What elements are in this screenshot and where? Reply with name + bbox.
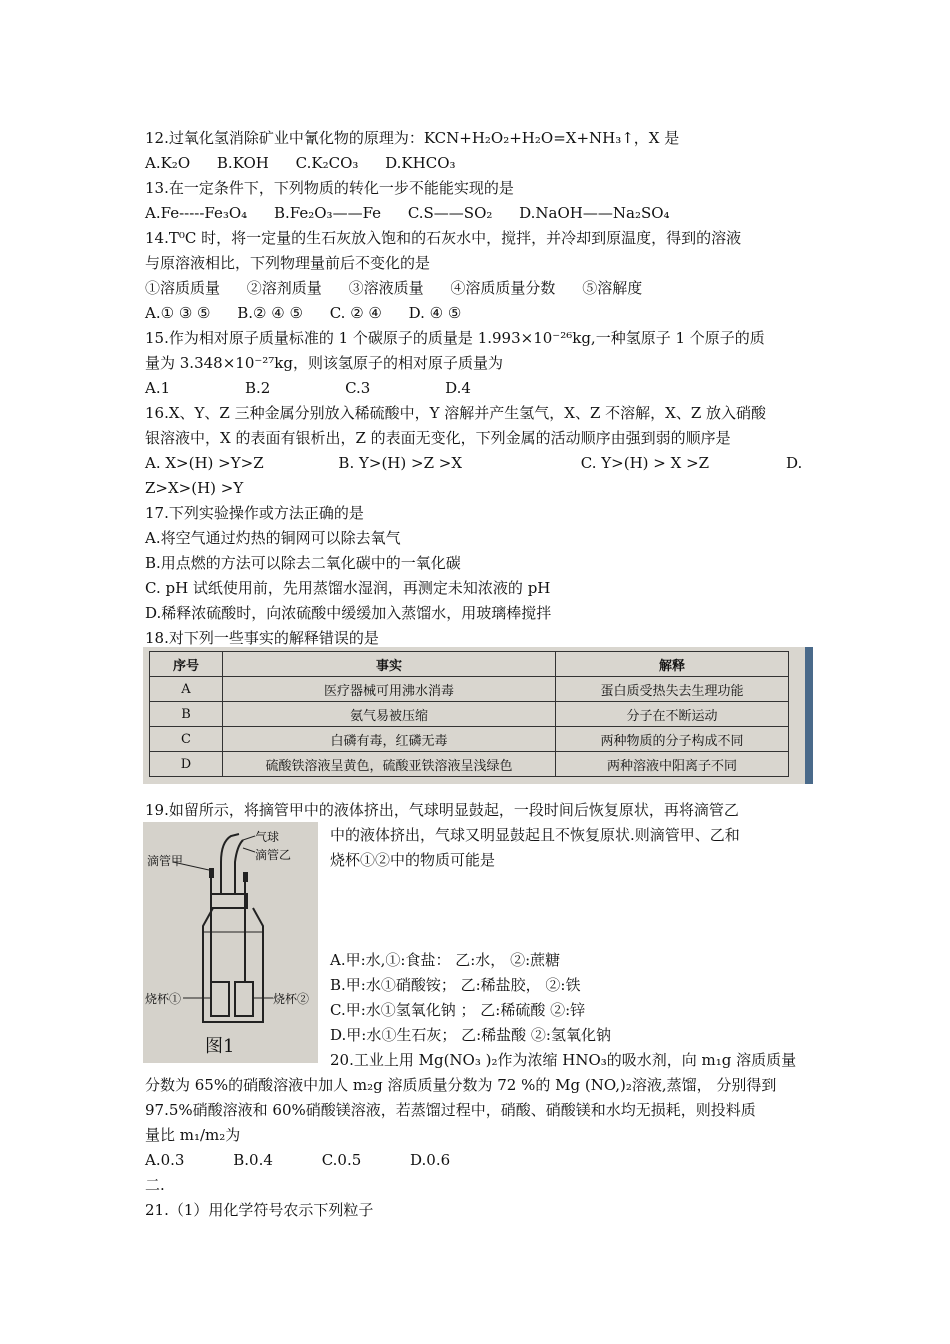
q13-option-b: B.Fe₂O₃——Fe: [273, 204, 382, 222]
q14-items: [145, 278, 642, 298]
q15-option-d: D.4: [445, 379, 471, 397]
table-cell: 两种溶液中阳离子不同: [556, 752, 789, 777]
q19-option-b: B.甲:水①硝酸铵； 乙:稀盐胶， ②:铁: [330, 976, 581, 994]
table-cell: 蛋白质受热失去生理功能: [556, 677, 789, 702]
table-row: [150, 677, 789, 702]
q19-option-c: C.甲:水①氢氧化钠 ； 乙:稀硫酸 ②:锌: [330, 1001, 586, 1019]
q15-options: [145, 378, 471, 398]
table-cell: D: [150, 752, 223, 777]
q15-stem-line2: 量为 3.348×10⁻²⁷kg，则该氢原子的相对原子质量为: [145, 354, 504, 372]
q13-option-c: C.S——SO₂: [407, 204, 493, 222]
q19-stem-line3: 烧杯①②中的物质可能是: [330, 851, 496, 869]
figure-caption: 图1: [205, 1036, 235, 1057]
q19-option-a: A.甲:水,①:食盐： 乙:水， ②:蔗糖: [330, 951, 561, 969]
q12-option-a: A.K₂O: [145, 154, 191, 172]
q14-options: [145, 303, 461, 323]
q17-stem: 17.下列实验操作或方法正确的是: [145, 504, 364, 522]
table-cell: 医疗器械可用沸水消毒: [223, 677, 556, 702]
table-header: 事实: [223, 652, 556, 677]
q19-apparatus-figure: [143, 822, 318, 1063]
label-beaker-1: 烧杯①: [145, 992, 182, 1006]
q17-option-c: C. pH 试纸使用前，先用蒸馏水湿润，再测定未知浓液的 pH: [145, 579, 551, 597]
q20-options: [145, 1150, 450, 1170]
q18-table-photo: [143, 647, 813, 784]
q20-option-d: D.0.6: [410, 1151, 451, 1169]
q15-option-c: C.3: [345, 379, 371, 397]
table-header: 序号: [150, 652, 223, 677]
q14-item-4: ④溶质质量分数: [450, 279, 556, 297]
q20-line2: 分数为 65%的硝酸溶液中加人 m₂g 溶质质量分数为 72 %的 Mg (NO,)₂溶液,蒸馏， 分别得到: [145, 1076, 777, 1094]
q13-stem: 13.在一定条件下，下列物质的转化一步不能能实现的是: [145, 179, 514, 197]
table-cell: A: [150, 677, 223, 702]
q20-option-a: A.0.3: [145, 1151, 185, 1169]
q16-option-d: D.: [786, 454, 803, 472]
q13-options: [145, 203, 670, 223]
q16-stem-line1: 16.X、Y、Z 三种金属分别放入稀硫酸中，Y 溶解并产生氢气，X、Z 不溶解，X、Z 放入硝酸: [145, 404, 767, 422]
table-cell: 氨气易被压缩: [223, 702, 556, 727]
q20-option-c: C.0.5: [321, 1151, 362, 1169]
table-header-row: [150, 652, 789, 677]
q20-line4: 量比 m₁/m₂为: [145, 1126, 241, 1144]
section-2-heading: 二.: [145, 1176, 165, 1194]
q19-stem-line1: 19.如留所示，将摘管甲中的液体挤出，气球明显鼓起，一段时间后恢复原状，再将滴管乙: [145, 801, 739, 819]
q14-stem-line2: 与原溶液相比，下列物理量前后不变化的是: [145, 254, 431, 272]
q15-option-a: A.1: [145, 379, 171, 397]
q12-option-c: C.K₂CO₃: [295, 154, 359, 172]
q14-item-1: ①溶质质量: [145, 279, 221, 297]
q14-option-b: B.② ④ ⑤: [237, 304, 303, 322]
q14-item-5: ⑤溶解度: [582, 279, 643, 297]
q20-line3: 97.5%硝酸溶液和 60%硝酸镁溶液，若蒸馏过程中，硝酸、硝酸镁和水均无损耗，则投料质: [145, 1101, 756, 1119]
q16-option-d-cont: Z>X>(H) >Y: [145, 479, 244, 497]
q12-option-d: D.KHCO₃: [385, 154, 456, 172]
q14-option-a: A.① ③ ⑤: [145, 304, 211, 322]
q15-option-b: B.2: [244, 379, 271, 397]
table-cell: C: [150, 727, 223, 752]
q17-option-a: A.将空气通过灼热的铜网可以除去氧气: [145, 529, 401, 547]
q16-options: [145, 453, 709, 473]
table-row: [150, 702, 789, 727]
q20-option-b: B.0.4: [233, 1151, 273, 1169]
q16-option-b: B. Y>(H) >Z >X: [338, 454, 463, 472]
table-cell: 白磷有毒，红磷无毒: [223, 727, 556, 752]
q13-option-d: D.NaOH——Na₂SO₄: [519, 204, 670, 222]
q14-item-3: ③溶液质量: [348, 279, 424, 297]
label-dropper-a: 滴管甲: [147, 854, 184, 868]
q14-item-2: ②溶剂质量: [246, 279, 322, 297]
q16-option-a: A. X>(H) >Y>Z: [145, 454, 264, 472]
table-header: 解释: [556, 652, 789, 677]
q14-option-c: C. ② ④: [329, 304, 382, 322]
q14-stem-line1: 14.T⁰C 时，将一定量的生石灰放入饱和的石灰水中，搅拌，并冷却到原温度，得到的溶液: [145, 229, 742, 247]
q16-option-c: C. Y>(H) > X >Z: [580, 454, 710, 472]
label-balloon: 气球: [255, 830, 280, 844]
table-row: [150, 727, 789, 752]
q19-stem-line2: 中的液体挤出，气球又明显鼓起且不恢复原状.则滴管甲、乙和: [330, 826, 740, 844]
table-cell: B: [150, 702, 223, 727]
q12-option-b: B.KOH: [216, 154, 269, 172]
q17-option-b: B.用点燃的方法可以除去二氧化碳中的一氧化碳: [145, 554, 461, 572]
q19-option-d: D.甲:水①生石灰； 乙:稀盐酸 ②:氢氧化钠: [330, 1026, 611, 1044]
table-cell: 两种物质的分子构成不同: [556, 727, 789, 752]
q14-option-d: D. ④ ⑤: [408, 304, 462, 322]
q21-stem: 21.（1）用化学符号农示下列粒子: [145, 1201, 374, 1219]
table-row: [150, 752, 789, 777]
q18-stem: 18.对下列一些事实的解释错误的是: [145, 629, 379, 647]
q15-stem-line1: 15.作为相对原子质量标准的 1 个碳原子的质量是 1.993×10⁻²⁶kg,一种氢原子 1 个原子的质: [145, 329, 765, 347]
q20-line1: 20.工业上用 Mg(NO₃ )₂作为浓缩 HNO₃的吸水剂，向 m₁g 溶质质量: [330, 1051, 797, 1069]
label-dropper-b: 滴管乙: [255, 848, 292, 862]
table-cell: 分子在不断运动: [556, 702, 789, 727]
q12-stem: 12.过氧化氢消除矿业中氰化物的原理为：KCN+H₂O₂+H₂O=X+NH₃↑，X 是: [145, 129, 680, 147]
q17-option-d: D.稀释浓硫酸时，向浓硫酸中缓缓加入蒸馏水，用玻璃棒搅拌: [145, 604, 552, 622]
q18-facts-table: [149, 651, 789, 777]
table-cell: 硫酸铁溶液呈黄色，硫酸亚铁溶液呈浅绿色: [223, 752, 556, 777]
q16-stem-line2: 银溶液中，X 的表面有银析出，Z 的表面无变化，下列金属的活动顺序由强到弱的顺序是: [145, 429, 731, 447]
q12-options: [145, 153, 456, 173]
q13-option-a: A.Fe-----Fe₃O₄: [145, 204, 248, 222]
label-beaker-2: 烧杯②: [273, 992, 310, 1006]
